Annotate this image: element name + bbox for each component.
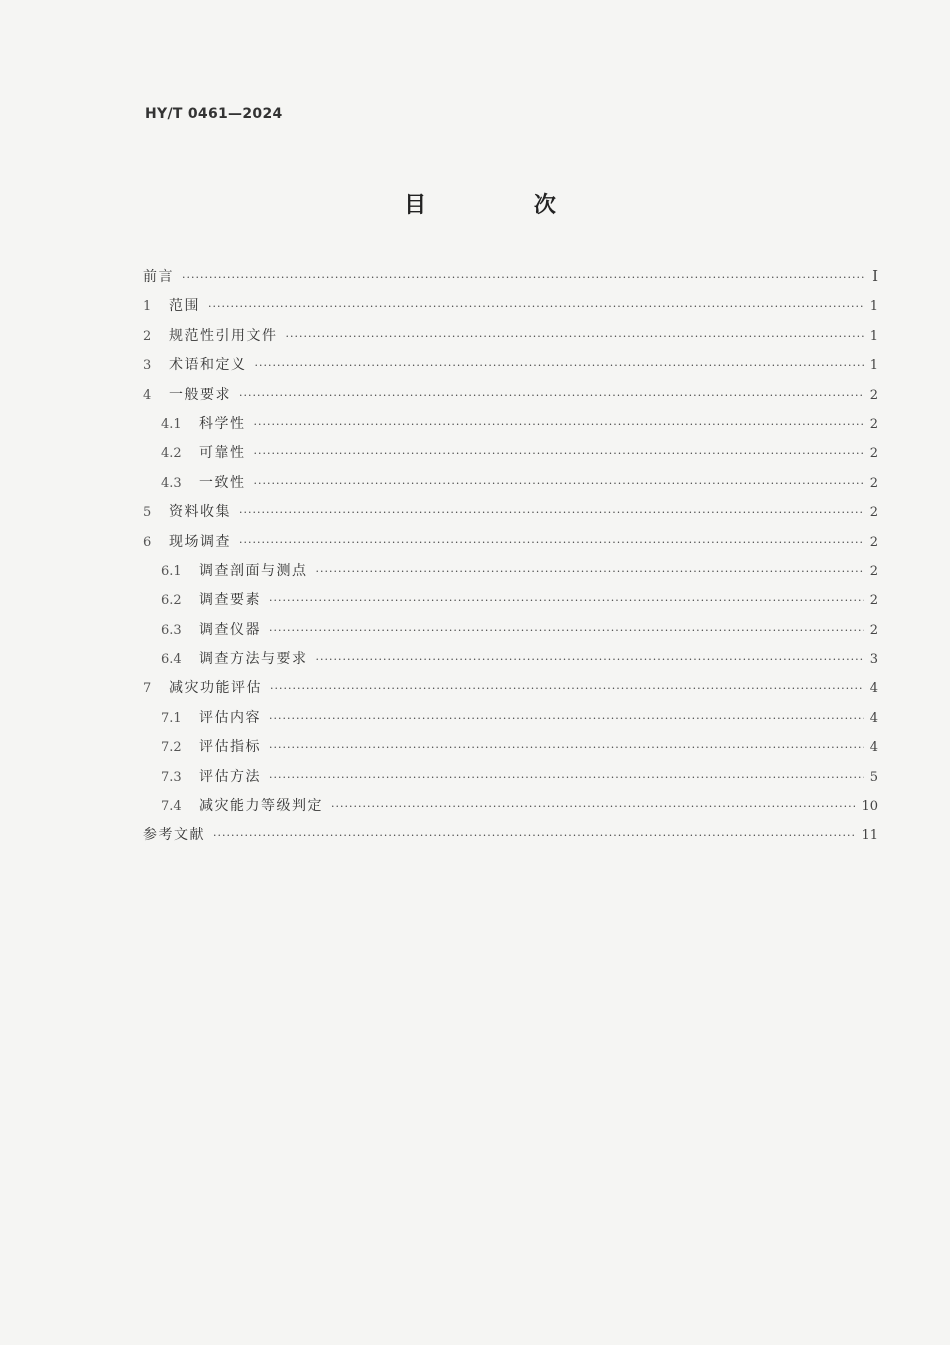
toc-entry-title: 调查剖面与测点 — [199, 562, 308, 579]
toc-entry[interactable] — [143, 736, 878, 765]
toc-dot-leader — [254, 447, 864, 460]
toc-dot-leader — [269, 624, 864, 637]
toc-entry-title: 减灾功能评估 — [169, 680, 262, 697]
toc-entry[interactable] — [143, 442, 878, 471]
toc-entry-page: 1 — [869, 299, 878, 315]
toc-entry-page: 2 — [869, 593, 878, 609]
toc-dot-leader — [270, 682, 864, 695]
toc-dot-leader — [239, 389, 864, 402]
toc-entry-page: 2 — [869, 563, 878, 579]
toc-entry-page: 4 — [869, 681, 878, 697]
toc-entry-number: 7.2 — [161, 740, 182, 756]
toc-entry-number: 6.3 — [161, 622, 182, 638]
toc-title: 目 次 — [404, 193, 606, 218]
toc-entry-page: 2 — [869, 416, 878, 432]
toc-entry-number: 7.1 — [161, 710, 182, 726]
toc-entry[interactable] — [143, 677, 878, 706]
toc-dot-leader — [316, 653, 864, 666]
toc-entry-number: 3 — [143, 358, 152, 374]
toc-entry-page: 2 — [869, 446, 878, 462]
toc-entry-number: 5 — [143, 505, 152, 521]
toc-entry[interactable] — [143, 501, 878, 530]
toc-entry-title: 科学性 — [199, 415, 246, 432]
toc-entry-number: 6.2 — [161, 593, 182, 609]
document-code: HY/T 0461—2024 — [145, 106, 283, 122]
toc-entry[interactable] — [143, 384, 878, 413]
toc-entry-page: 4 — [869, 740, 878, 756]
toc-entry-title: 参考文献 — [143, 827, 205, 844]
toc-entry-number: 4 — [143, 387, 152, 403]
toc-entry-title: 调查方法与要求 — [199, 651, 308, 668]
toc-entry[interactable] — [143, 619, 878, 648]
toc-dot-leader — [269, 712, 864, 725]
toc-entry-number: 6.1 — [161, 563, 182, 579]
toc-entry-title: 一致性 — [199, 474, 246, 491]
table-of-contents — [143, 266, 878, 854]
toc-entry[interactable] — [143, 795, 878, 824]
toc-entry-title: 可靠性 — [199, 445, 246, 462]
toc-entry-number: 6 — [143, 534, 152, 550]
toc-entry-page: 10 — [861, 799, 878, 815]
toc-entry-title: 评估内容 — [199, 709, 261, 726]
toc-entry-number: 7.3 — [161, 769, 182, 785]
toc-entry-title: 资料收集 — [169, 504, 231, 521]
toc-entry-number: 4.3 — [161, 475, 182, 491]
toc-entry[interactable] — [143, 589, 878, 618]
toc-entry-title: 一般要求 — [169, 386, 231, 403]
toc-dot-leader — [208, 300, 864, 313]
toc-entry-page: 1 — [869, 358, 878, 374]
toc-entry-title: 减灾能力等级判定 — [199, 798, 323, 815]
toc-entry-title: 调查要素 — [199, 592, 261, 609]
toc-entry[interactable] — [143, 472, 878, 501]
toc-dot-leader — [182, 271, 864, 284]
toc-entry-title: 评估方法 — [199, 768, 261, 785]
toc-dot-leader — [269, 741, 864, 754]
toc-dot-leader — [239, 506, 864, 519]
toc-entry-number: 4.1 — [161, 416, 182, 432]
toc-entry-page: 2 — [869, 475, 878, 491]
toc-entry-title: 前言 — [143, 269, 174, 285]
toc-entry-title: 调查仪器 — [199, 621, 261, 638]
toc-entry-number: 7.4 — [161, 799, 182, 815]
toc-entry-title: 范围 — [169, 298, 200, 315]
toc-entry[interactable] — [143, 531, 878, 560]
toc-entry[interactable] — [143, 560, 878, 589]
toc-dot-leader — [255, 359, 864, 372]
toc-dot-leader — [331, 800, 855, 813]
toc-entry[interactable] — [143, 648, 878, 677]
toc-entry[interactable] — [143, 413, 878, 442]
toc-entry-page: 11 — [861, 828, 878, 844]
toc-dot-leader — [213, 829, 855, 842]
toc-entry-number: 6.4 — [161, 652, 182, 668]
toc-entry-number: 4.2 — [161, 446, 182, 462]
toc-dot-leader — [254, 477, 864, 490]
toc-entry-page: 4 — [869, 710, 878, 726]
toc-entry-page: 2 — [869, 622, 878, 638]
toc-entry-number: 1 — [143, 299, 152, 315]
toc-entry-page: 5 — [869, 769, 878, 785]
toc-entry[interactable] — [143, 266, 878, 295]
toc-entry[interactable] — [143, 824, 878, 853]
toc-entry-title: 评估指标 — [199, 739, 261, 756]
toc-entry[interactable] — [143, 354, 878, 383]
toc-dot-leader — [254, 418, 864, 431]
toc-dot-leader — [269, 594, 864, 607]
toc-dot-leader — [316, 565, 864, 578]
toc-entry-page: 2 — [869, 387, 878, 403]
toc-dot-leader — [286, 330, 864, 343]
toc-entry-number: 7 — [143, 681, 152, 697]
toc-entry-page: 1 — [869, 328, 878, 344]
toc-entry-title: 规范性引用文件 — [169, 327, 278, 344]
toc-dot-leader — [239, 536, 864, 549]
toc-entry-title: 术语和定义 — [169, 357, 247, 374]
toc-entry[interactable] — [143, 707, 878, 736]
toc-entry[interactable] — [143, 766, 878, 795]
toc-entry[interactable] — [143, 325, 878, 354]
toc-entry-page: 2 — [869, 534, 878, 550]
toc-entry-page: I — [872, 267, 878, 285]
toc-entry[interactable] — [143, 295, 878, 324]
toc-entry-page: 3 — [869, 652, 878, 668]
toc-entry-title: 现场调查 — [169, 533, 231, 550]
toc-dot-leader — [269, 771, 864, 784]
toc-entry-page: 2 — [869, 505, 878, 521]
toc-entry-number: 2 — [143, 328, 152, 344]
